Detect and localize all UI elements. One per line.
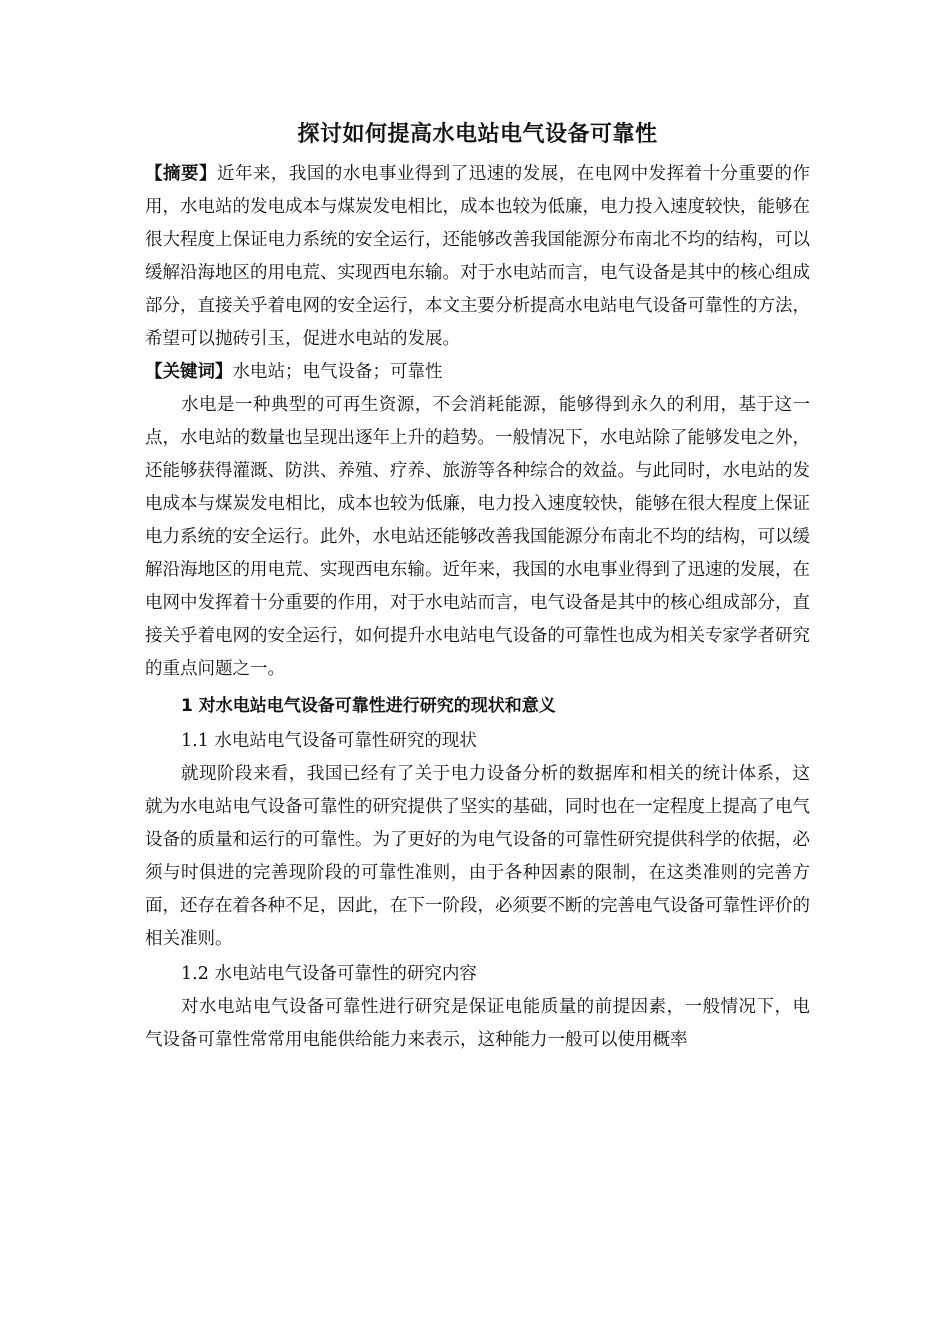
section-1-heading: 1 对水电站电气设备可靠性进行研究的现状和意义 [181, 696, 556, 716]
document-body [145, 118, 810, 1057]
keywords-label: 【关键词】 [145, 362, 233, 382]
abstract-paragraph [145, 158, 810, 356]
section-1-2-heading: 1.2 水电站电气设备可靠性的研究内容 [181, 964, 477, 984]
section-1-1-paragraph: 就现阶段来看，我国已经有了关于电力设备分析的数据库和相关的统计体系，这就为水电站电气设备可靠性的研究提供了坚实的基础，同时也在一定程度上提高了电气设备的质量和运行的可靠性。为了更好的为电气设备的可靠性研究提供科学的依据，必须与时俱进的完善现阶段的可靠性准则，由于各种因素的限制，在这类准则的完善方面，还存在着各种不足，因此，在下一阶段，必须要不断的完善电气设备可靠性评价的相关准则。 [145, 764, 810, 949]
document-title: 探讨如何提高水电站电气设备可靠性 [297, 122, 658, 147]
keywords-text: 水电站；电气设备；可靠性 [232, 362, 443, 382]
abstract-text: 近年来，我国的水电事业得到了迅速的发展，在电网中发挥着十分重要的作用，水电站的发电成本与煤炭发电相比，成本也较为低廉，电力投入速度较快，能够在很大程度上保证电力系统的安全运行，还能够改善我国能源分布南北不均的结构，可以缓解沿海地区的用电荒、实现西电东输。对于水电站而言，电气设备是其中的核心组成部分，直接关乎着电网的安全运行，本文主要分析提高水电站电气设备可靠性的方法，希望可以抛砖引玉，促进水电站的发展。 [145, 164, 811, 349]
keywords-paragraph [145, 356, 810, 389]
intro-paragraph: 水电是一种典型的可再生资源，不会消耗能源，能够得到永久的利用，基于这一点，水电站的数量也呈现出逐年上升的趋势。一般情况下，水电站除了能够发电之外，还能够获得灌溉、防洪、养殖、疗养、旅游等各种综合的效益。与此同时，水电站的发电成本与煤炭发电相比，成本也较为低廉，电力投入速度较快，能够在很大程度上保证电力系统的安全运行。此外，水电站还能够改善我国能源分布南北不均的结构，可以缓解沿海地区的用电荒、实现西电东输。近年来，我国的水电事业得到了迅速的发展，在电网中发挥着十分重要的作用，对于水电站而言，电气设备是其中的核心组成部分，直接关乎着电网的安全运行，如何提升水电站电气设备的可靠性也成为相关专家学者研究的重点问题之一。 [145, 395, 810, 679]
section-1-1-heading: 1.1 水电站电气设备可靠性研究的现状 [181, 731, 477, 751]
section-1-2-paragraph: 对水电站电气设备可靠性进行研究是保证电能质量的前提因素，一般情况下，电气设备可靠性常常用电能供给能力来表示，这种能力一般可以使用概率 [145, 997, 810, 1050]
abstract-label: 【摘要】 [145, 164, 217, 184]
